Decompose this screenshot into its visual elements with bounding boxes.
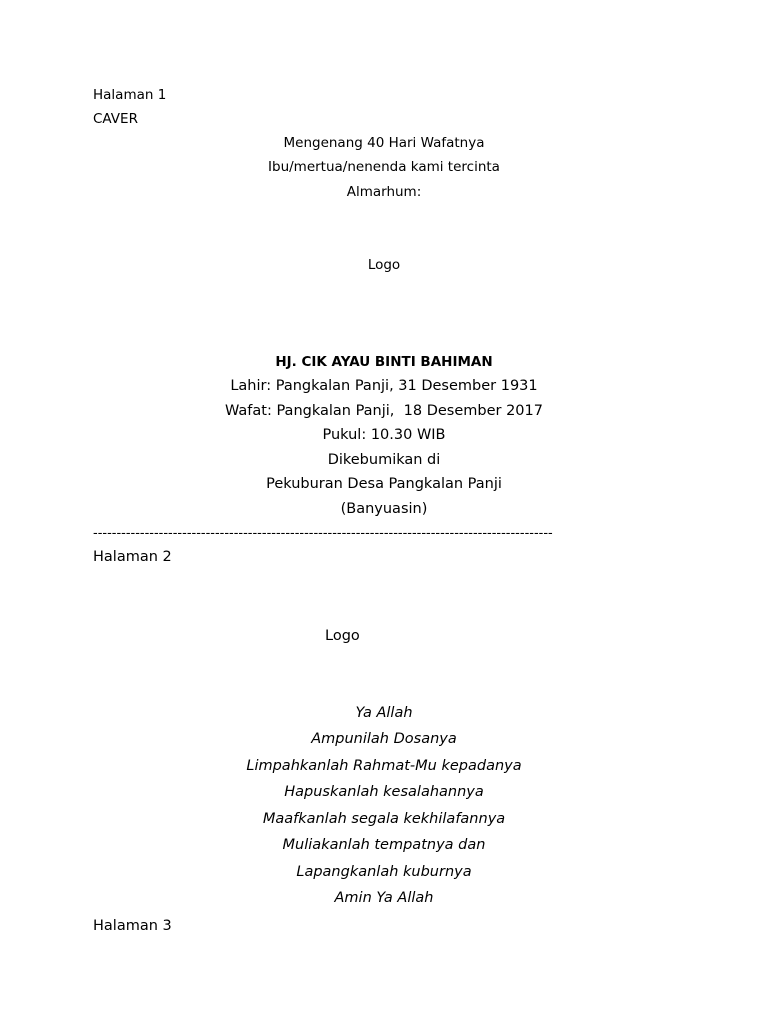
deceased-name: HJ. CIK AYAU BINTI BAHIMAN (275, 354, 493, 370)
page-2-logo-placeholder: Logo (325, 628, 360, 644)
burial-label: Dikebumikan di (327, 452, 441, 468)
burial-region: (Banyuasin) (340, 501, 428, 517)
page-3-label: Halaman 3 (93, 918, 172, 934)
page-separator: -------------------------------------------------------------------------------------------------- (93, 527, 553, 540)
prayer-line-8: Amin Ya Allah (334, 890, 434, 906)
death-info: Wafat: Pangkalan Panji, 18 Desember 2017 (225, 403, 543, 419)
prayer-line-2: Ampunilah Dosanya (311, 731, 457, 747)
page-2-label: Halaman 2 (93, 549, 172, 565)
prayer-line-4: Hapuskanlah kesalahannya (284, 784, 484, 800)
intro-line-1: Mengenang 40 Hari Wafatnya (283, 135, 485, 151)
intro-line-2: Ibu/mertua/nenenda kami tercinta (268, 159, 500, 175)
intro-line-3: Almarhum: (346, 184, 422, 200)
time-info: Pukul: 10.30 WIB (322, 427, 446, 443)
burial-place: Pekuburan Desa Pangkalan Panji (266, 476, 502, 492)
page-1-label: Halaman 1 (93, 87, 167, 103)
prayer-line-1: Ya Allah (355, 705, 413, 721)
cover-logo-placeholder: Logo (367, 257, 401, 273)
prayer-line-5: Maafkanlah segala kekhilafannya (262, 811, 506, 827)
prayer-line-6: Muliakanlah tempatnya dan (282, 837, 486, 853)
prayer-line-7: Lapangkanlah kuburnya (296, 864, 472, 880)
cover-heading: CAVER (93, 111, 138, 127)
birth-info: Lahir: Pangkalan Panji, 31 Desember 1931 (230, 378, 538, 394)
prayer-line-3: Limpahkanlah Rahmat-Mu kepadanya (246, 758, 522, 774)
